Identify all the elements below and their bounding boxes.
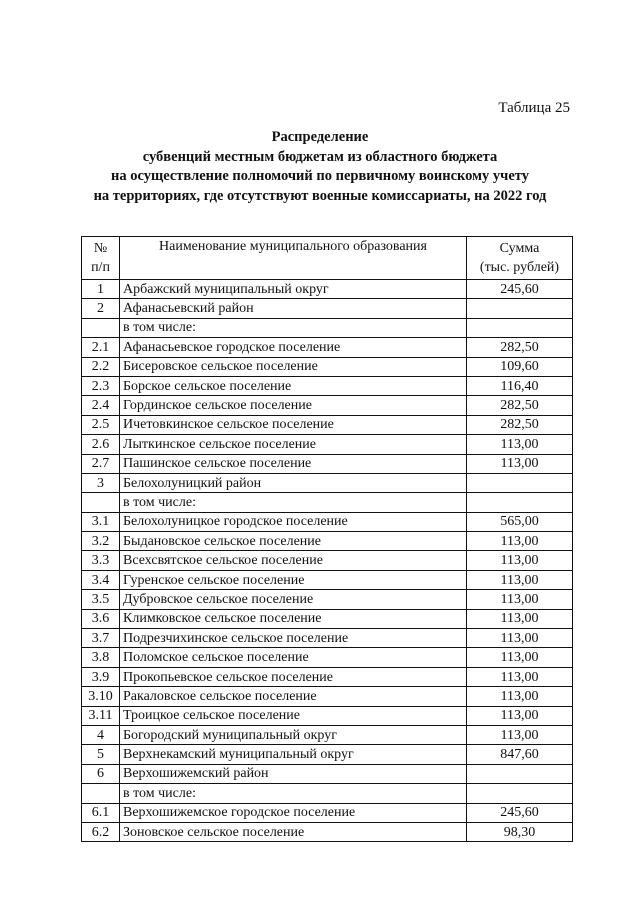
table-row — [82, 396, 573, 415]
row-name: Белохолуницкое городское поселение — [120, 512, 467, 531]
table-row — [82, 318, 573, 337]
row-name: Ракаловское сельское поселение — [120, 687, 467, 706]
header-number — [82, 237, 120, 280]
table-row — [82, 473, 573, 492]
row-number: 2 — [82, 299, 120, 318]
table-row — [82, 570, 573, 589]
row-sum — [467, 493, 573, 512]
row-sum — [467, 299, 573, 318]
title-line: субвенций местным бюджетам из областного бюджета — [142, 148, 498, 165]
table-number-label: Таблица 25 — [498, 100, 570, 116]
row-sum: 113,00 — [467, 629, 573, 648]
row-number: 3 — [82, 473, 120, 492]
row-name: Гуренское сельское поселение — [120, 570, 467, 589]
title-line: Распределение — [271, 129, 369, 145]
row-name: Борское сельское поселение — [120, 376, 467, 395]
table-row — [82, 512, 573, 531]
header-number-line1: № — [93, 241, 108, 256]
table-row — [82, 299, 573, 318]
table-row — [82, 687, 573, 706]
row-name: Афанасьевский район — [120, 299, 467, 318]
header-name-text: Наименование муниципального образования — [159, 239, 427, 254]
table-row — [82, 376, 573, 395]
row-number: 3.9 — [82, 667, 120, 686]
row-sum: 113,00 — [467, 551, 573, 570]
row-name: Арбажский муниципальный округ — [120, 280, 467, 299]
row-number: 3.6 — [82, 609, 120, 628]
table-row — [82, 784, 573, 803]
title-line: на территориях, где отсутствуют военные комиссариаты, на 2022 год — [93, 187, 547, 204]
row-name: Подрезчихинское сельское поселение — [120, 629, 467, 648]
document-title — [0, 128, 640, 206]
row-name: Всехсвятское сельское поселение — [120, 551, 467, 570]
table-row — [82, 454, 573, 473]
table-row — [82, 822, 573, 841]
row-number: 6 — [82, 764, 120, 783]
table-row — [82, 706, 573, 725]
row-name: Богородский муниципальный округ — [120, 725, 467, 744]
row-sum: 245,60 — [467, 280, 573, 299]
row-number — [82, 784, 120, 803]
row-sum: 282,50 — [467, 396, 573, 415]
row-number: 2.1 — [82, 338, 120, 357]
header-sum-line1: Сумма — [499, 241, 540, 256]
row-number: 2.2 — [82, 357, 120, 376]
row-number: 1 — [82, 280, 120, 299]
row-number: 3.8 — [82, 648, 120, 667]
row-sum: 113,00 — [467, 725, 573, 744]
row-sum: 113,00 — [467, 454, 573, 473]
header-sum-line2: (тыс. рублей) — [479, 260, 560, 275]
row-sum: 113,00 — [467, 435, 573, 454]
row-name: в том числе: — [120, 493, 467, 512]
row-sum: 282,50 — [467, 415, 573, 434]
table-row — [82, 435, 573, 454]
row-number: 3.11 — [82, 706, 120, 725]
row-name: Зоновское сельское поселение — [120, 822, 467, 841]
table-row — [82, 764, 573, 783]
row-sum: 245,60 — [467, 803, 573, 822]
row-name: Верхошижемский район — [120, 764, 467, 783]
row-number: 5 — [82, 745, 120, 764]
row-sum: 113,00 — [467, 667, 573, 686]
row-number — [82, 318, 120, 337]
table-row — [82, 803, 573, 822]
row-name: Афанасьевское городское поселение — [120, 338, 467, 357]
row-number: 4 — [82, 725, 120, 744]
table-row — [82, 667, 573, 686]
row-name: Прокопьевское сельское поселение — [120, 667, 467, 686]
title-line: на осуществление полномочий по первичному воинскому учету — [111, 168, 529, 184]
row-sum: 113,00 — [467, 590, 573, 609]
table-row — [82, 609, 573, 628]
table-row — [82, 338, 573, 357]
row-name: Троицкое сельское поселение — [120, 706, 467, 725]
row-sum — [467, 318, 573, 337]
row-sum: 113,00 — [467, 687, 573, 706]
row-name: Ичетовкинское сельское поселение — [120, 415, 467, 434]
table-row — [82, 590, 573, 609]
row-sum: 113,00 — [467, 570, 573, 589]
row-name: Дубровское сельское поселение — [120, 590, 467, 609]
table-row — [82, 648, 573, 667]
row-name: Верхнекамский муниципальный округ — [120, 745, 467, 764]
row-sum: 282,50 — [467, 338, 573, 357]
table-row — [82, 629, 573, 648]
row-number: 3.4 — [82, 570, 120, 589]
table-row — [82, 493, 573, 512]
header-sum — [467, 237, 573, 280]
row-sum: 113,00 — [467, 609, 573, 628]
row-sum: 116,40 — [467, 376, 573, 395]
row-sum: 565,00 — [467, 512, 573, 531]
row-name: Поломское сельское поселение — [120, 648, 467, 667]
row-sum — [467, 784, 573, 803]
row-name: Климковское сельское поселение — [120, 609, 467, 628]
row-name: в том числе: — [120, 784, 467, 803]
row-sum: 847,60 — [467, 745, 573, 764]
row-name: Бисеровское сельское поселение — [120, 357, 467, 376]
row-sum: 109,60 — [467, 357, 573, 376]
row-number: 6.2 — [82, 822, 120, 841]
row-sum — [467, 473, 573, 492]
table-row — [82, 551, 573, 570]
row-name: Быдановское сельское поселение — [120, 532, 467, 551]
row-name: в том числе: — [120, 318, 467, 337]
table-row — [82, 532, 573, 551]
table-row — [82, 415, 573, 434]
row-number: 2.6 — [82, 435, 120, 454]
row-sum: 113,00 — [467, 532, 573, 551]
table-row — [82, 280, 573, 299]
row-name: Белохолуницкий район — [120, 473, 467, 492]
row-sum: 113,00 — [467, 706, 573, 725]
row-number: 3.7 — [82, 629, 120, 648]
row-number: 3.3 — [82, 551, 120, 570]
row-number: 2.7 — [82, 454, 120, 473]
table-header-row — [82, 237, 573, 280]
row-number: 2.5 — [82, 415, 120, 434]
row-number: 2.4 — [82, 396, 120, 415]
row-sum — [467, 764, 573, 783]
header-number-line2: п/п — [91, 260, 110, 275]
row-name: Верхошижемское городское поселение — [120, 803, 467, 822]
table-row — [82, 725, 573, 744]
table-row — [82, 357, 573, 376]
row-sum: 113,00 — [467, 648, 573, 667]
row-number: 3.5 — [82, 590, 120, 609]
row-number: 2.3 — [82, 376, 120, 395]
table-row — [82, 745, 573, 764]
row-number: 3.1 — [82, 512, 120, 531]
row-sum: 98,30 — [467, 822, 573, 841]
row-number: 3.2 — [82, 532, 120, 551]
row-name: Лыткинское сельское поселение — [120, 435, 467, 454]
row-number — [82, 493, 120, 512]
row-name: Пашинское сельское поселение — [120, 454, 467, 473]
row-name: Гординское сельское поселение — [120, 396, 467, 415]
row-number: 3.10 — [82, 687, 120, 706]
header-name — [120, 237, 467, 280]
subsidy-distribution-table — [81, 236, 573, 842]
row-number: 6.1 — [82, 803, 120, 822]
